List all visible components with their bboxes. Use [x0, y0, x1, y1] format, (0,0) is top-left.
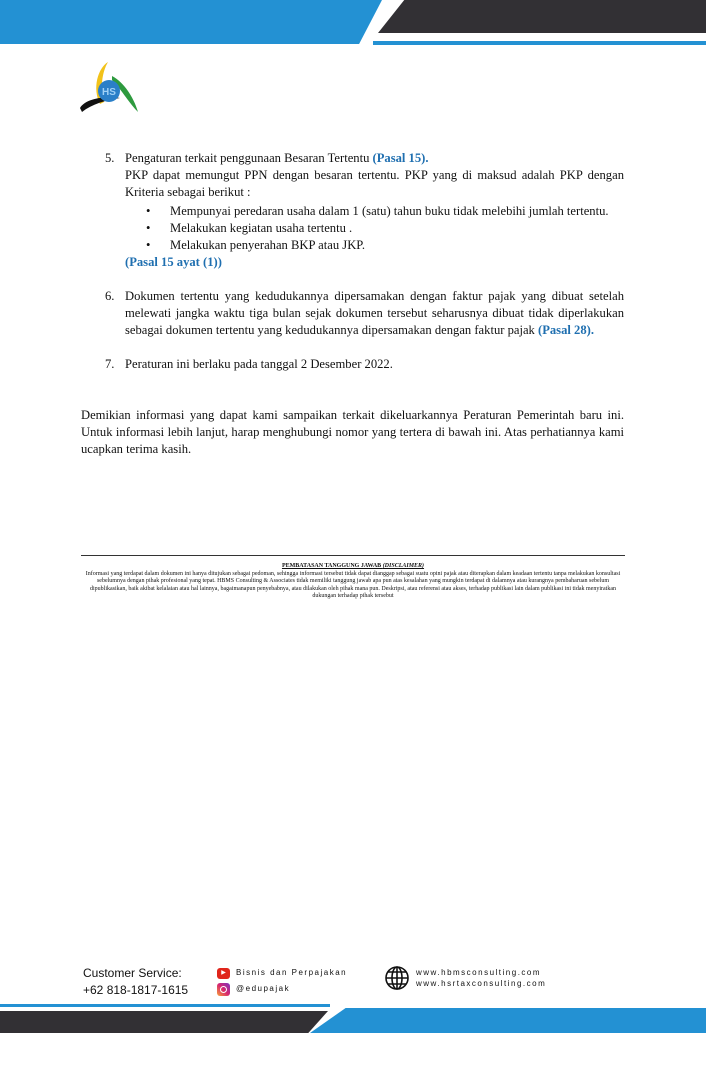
- disclaimer: [81, 563, 625, 601]
- closing-paragraph: Demikian informasi yang dapat kami sampaikan terkait dikeluarkannya Peraturan Pemerintah baru ini. Untuk informasi lebih lanjut, harap menghubungi nomor yang tertera di bawah ini. Atas perhatiannya kami ucapkan terima kasih.: [81, 408, 624, 456]
- item-number: 6.: [105, 289, 115, 303]
- item-number: 5.: [105, 151, 115, 165]
- item-reference: (Pasal 28).: [538, 323, 594, 337]
- item-reference: (Pasal 15).: [372, 151, 429, 165]
- instagram-icon: [217, 983, 230, 996]
- websites: [384, 965, 546, 991]
- header-blue-band: [0, 0, 382, 44]
- customer-service: [83, 965, 188, 999]
- youtube-icon: ▶: [217, 968, 230, 979]
- bullet-item: • Melakukan kegiatan usaha tertentu .: [125, 220, 624, 237]
- globe-icon: [384, 965, 410, 991]
- header-dark-band: [378, 0, 706, 33]
- bullet-item: • Melakukan penyerahan BKP atau JKP.: [125, 237, 624, 254]
- item-body: PKP dapat memungut PPN dengan besaran tertentu. PKP yang di maksud adalah PKP dengan Kriteria sebagai berikut :: [125, 168, 624, 199]
- footer-blue-band: [310, 1008, 706, 1033]
- disclaimer-title-italic: (DISCLAIMER): [382, 563, 425, 569]
- criteria-list: [125, 203, 624, 254]
- bullet-item: • Mempunyai peredaran usaha dalam 1 (satu) tahun buku tidak melebihi jumlah tertentu.: [125, 203, 624, 220]
- cs-phone: +62 818-1817-1615: [83, 983, 189, 997]
- disclaimer-title-text: PEMBATASAN TANGGUNG JAWAB: [281, 563, 383, 569]
- item-text: Dokumen tertentu yang kedudukannya dipersamakan dengan faktur pajak yang dibuat setelah melewati jangka waktu tiga bulan sejak dokumen tersebut seharusnya dibuat tidak diperlakukan sebagai dokumen tertentu yang kedudukannya dipersamakan dengan faktur pajak: [125, 289, 624, 337]
- list-item-6: [83, 288, 624, 339]
- svg-text:HS: HS: [102, 87, 116, 98]
- disclaimer-divider: [81, 555, 625, 556]
- disclaimer-text: Informasi yang terdapat dalam dokumen ini hanya ditujukan sebagai pedoman, sehingga informasi tersebut tidak dapat dianggap sebagai suatu opini pajak atau diterapkan dalam keadaan tertentu tanpa melakukan konsultasi sebelumnya dengan pihak profesional yang tepat. HBMS Consulting & Associates tidak memiliki tanggung jawab apa pun atas kesalahan yang mungkin terdapat di dalamnya atau kurangnya pembaharuan sebelum dipublikasikan, baik akibat kelalaian atau hal lainnya, bagaimanapun penyebabnya, atau dilakukan oleh pihak mana pun. Deskripsi, atau referensi atau akses, terhadap publikasi lain dalam publikasi ini tidak menyiratkan dukungan terhadap pihak tersebut: [85, 570, 621, 600]
- footer-accent-line: [0, 1004, 330, 1007]
- footer-dark-band: [0, 1011, 328, 1033]
- item-text: Peraturan ini berlaku pada tanggal 2 Desember 2022.: [125, 357, 393, 371]
- list-item-5: [83, 150, 624, 271]
- social-links: [217, 965, 347, 997]
- header-accent-line: [373, 41, 706, 45]
- website-link[interactable]: www.hbmsconsulting.com: [416, 968, 542, 977]
- company-logo: [78, 58, 140, 114]
- disclaimer-title: [81, 563, 625, 571]
- cs-label: Customer Service:: [83, 966, 182, 980]
- list-item-7: [83, 356, 624, 373]
- document-body: [83, 150, 624, 458]
- item-title: Pengaturan terkait penggunaan Besaran Tertentu: [125, 151, 373, 165]
- item-number: 7.: [105, 357, 115, 371]
- item-reference: (Pasal 15 ayat (1)): [125, 255, 222, 269]
- instagram-handle[interactable]: @edupajak: [236, 984, 291, 993]
- website-link[interactable]: www.hsrtaxconsulting.com: [416, 979, 547, 988]
- youtube-channel[interactable]: Bisnis dan Perpajakan: [236, 968, 348, 977]
